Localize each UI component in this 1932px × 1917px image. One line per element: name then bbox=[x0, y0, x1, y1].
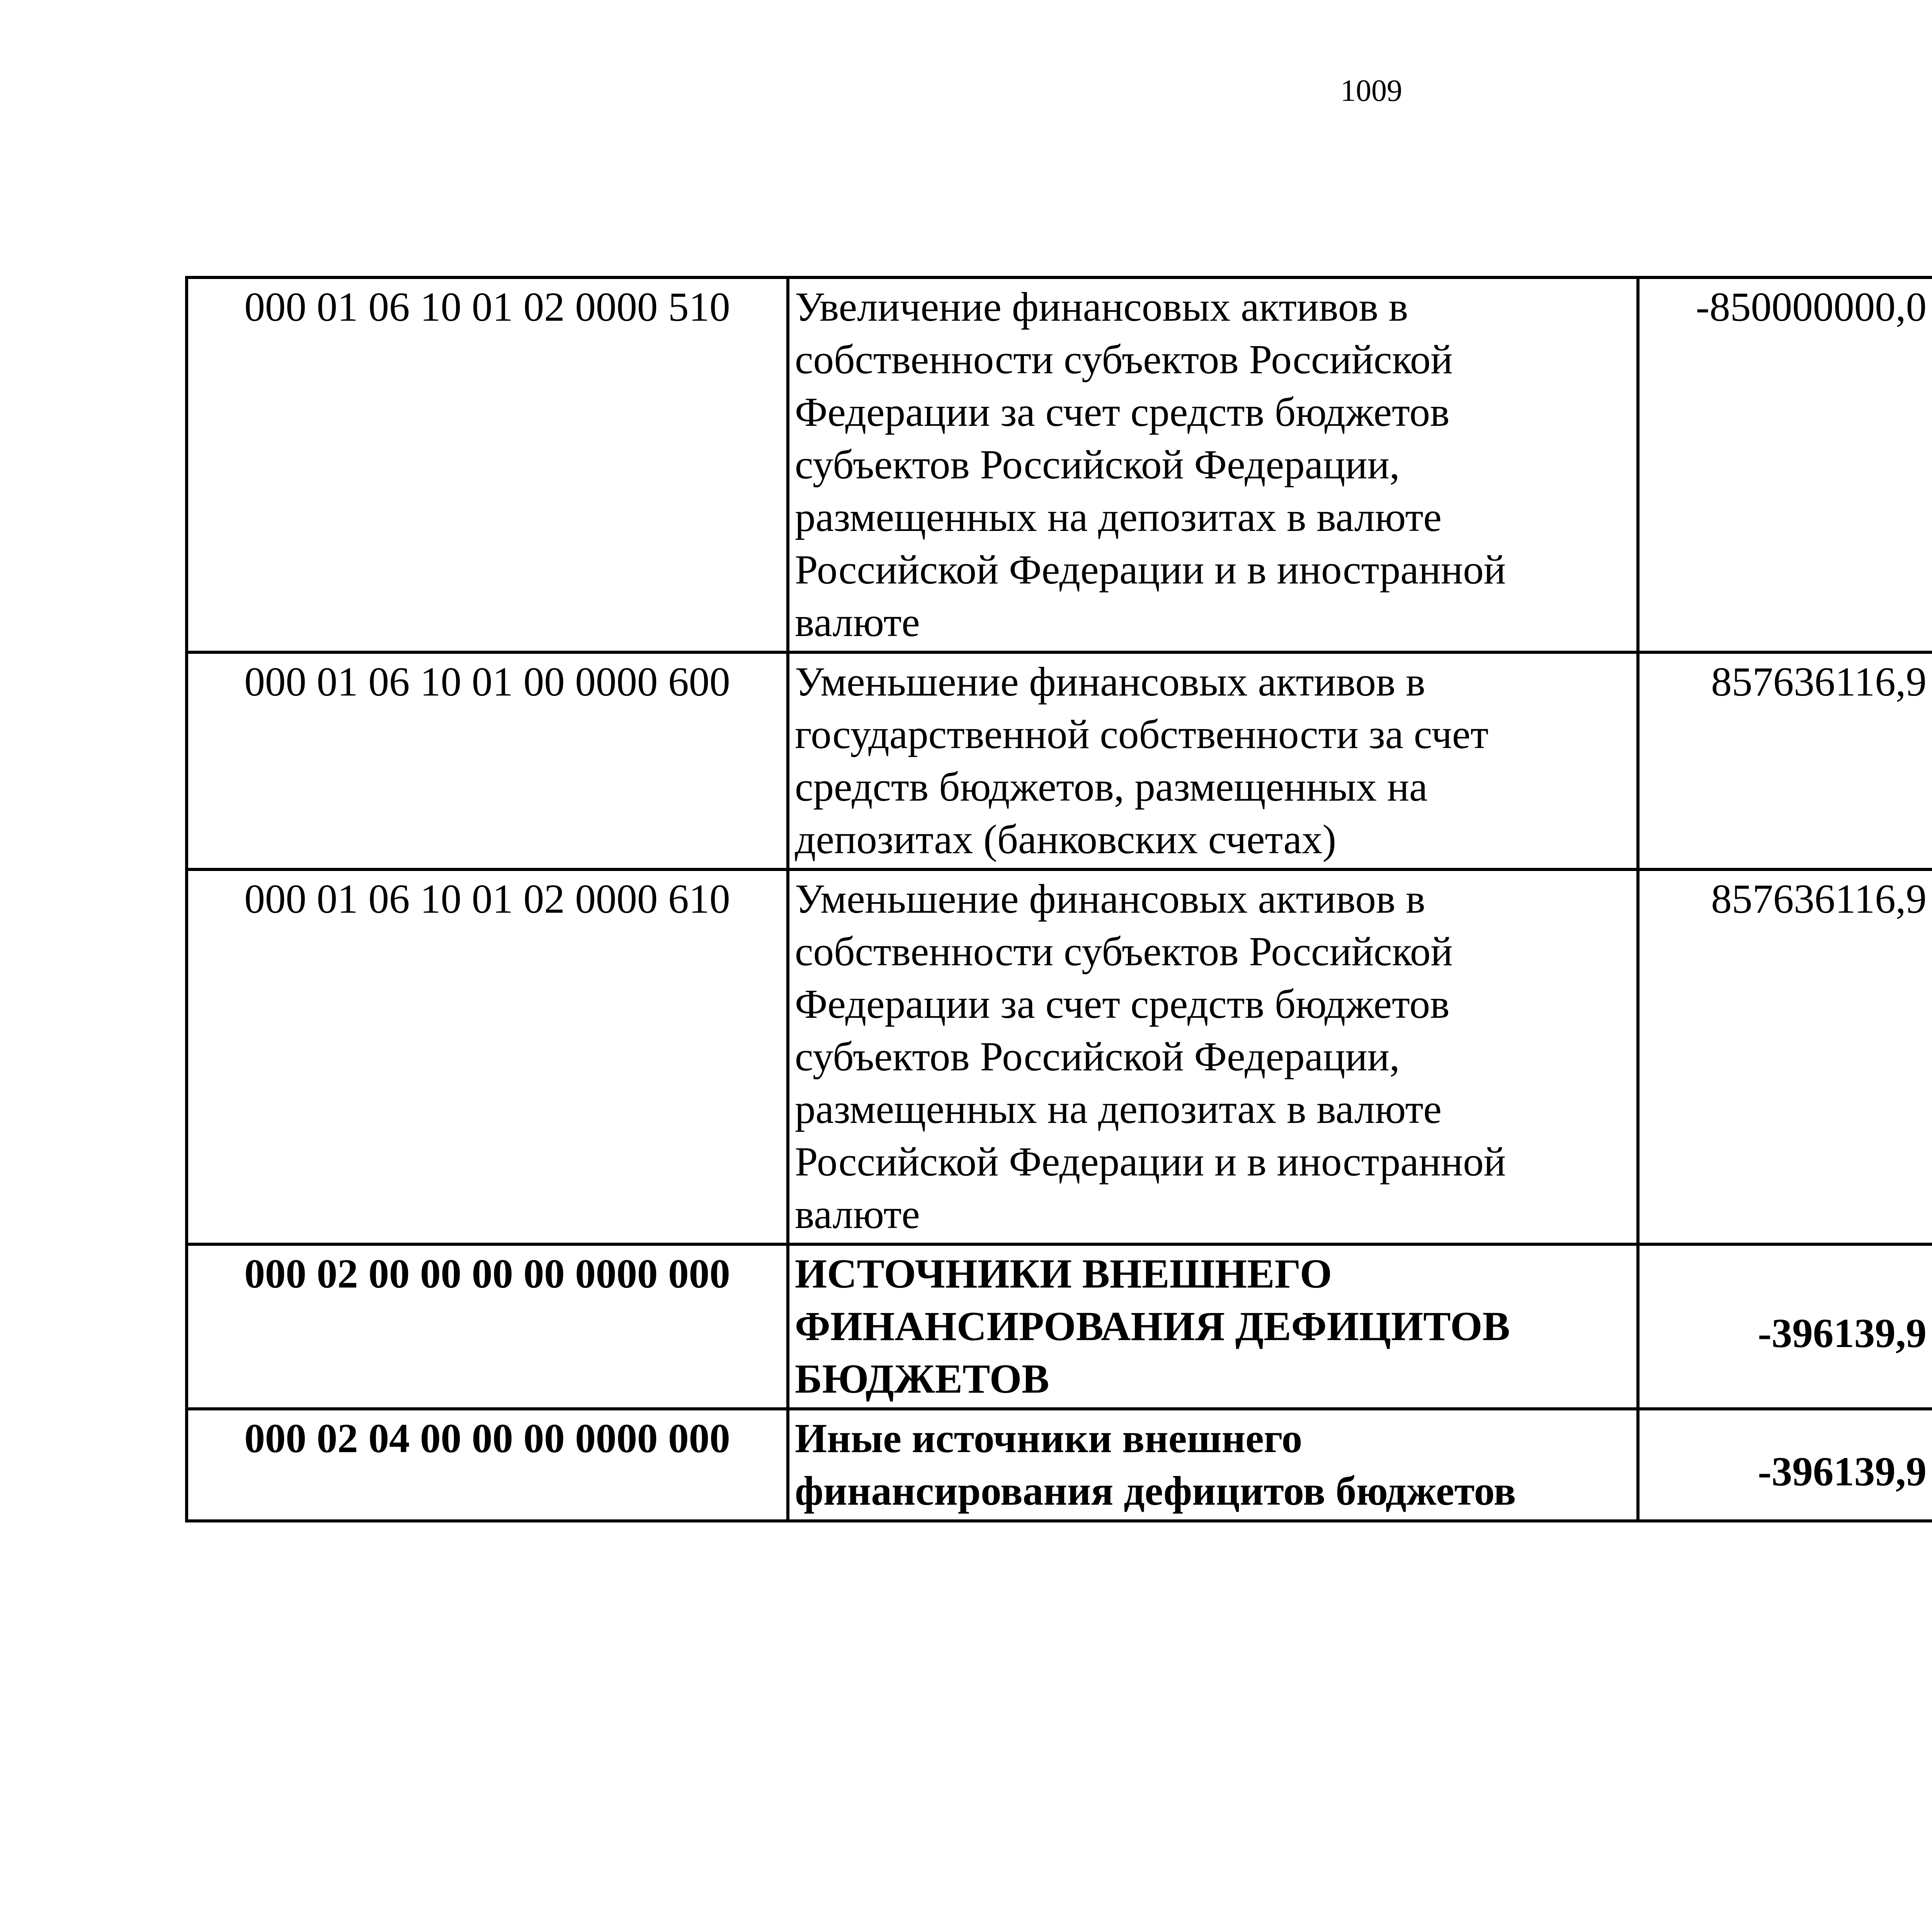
table-row bbox=[187, 652, 1932, 869]
description-line: Российской Федерации и в иностранной bbox=[795, 547, 1506, 593]
budget-code-cell: 000 01 06 10 01 00 0000 600 bbox=[187, 652, 788, 869]
description-line: Российской Федерации и в иностранной bbox=[795, 1139, 1506, 1185]
description-line: собственности субъектов Российской bbox=[795, 337, 1453, 383]
description-line: ИСТОЧНИКИ ВНЕШНЕГО bbox=[795, 1251, 1332, 1297]
amount-cell-year-1: 857636116,9 bbox=[1638, 869, 1932, 1244]
description-cell bbox=[788, 1244, 1638, 1409]
description-line: размещенных на депозитах в валюте bbox=[795, 1087, 1442, 1132]
description-line: Увеличение финансовых активов в bbox=[795, 284, 1408, 330]
description-line: средств бюджетов, размещенных на bbox=[795, 764, 1428, 810]
budget-code-cell: 000 01 06 10 01 02 0000 610 bbox=[187, 869, 788, 1244]
table-row bbox=[187, 1409, 1932, 1521]
description-cell bbox=[788, 277, 1638, 652]
description-cell bbox=[788, 652, 1638, 869]
description-line: Уменьшение финансовых активов в bbox=[795, 659, 1425, 705]
description-line: субъектов Российской Федерации, bbox=[795, 442, 1400, 488]
description-line: Федерации за счет средств бюджетов bbox=[795, 981, 1450, 1027]
table-row bbox=[187, 869, 1932, 1244]
description-line: собственности субъектов Российской bbox=[795, 929, 1453, 975]
description-line: валюте bbox=[795, 600, 920, 645]
description-line: государственной собственности за счет bbox=[795, 712, 1489, 757]
amount-cell-year-1: -396139,9 bbox=[1638, 1244, 1932, 1409]
budget-code-cell: 000 02 04 00 00 00 0000 000 bbox=[187, 1409, 788, 1521]
table-row bbox=[187, 1244, 1932, 1409]
amount-cell-year-1: -396139,9 bbox=[1638, 1409, 1932, 1521]
description-line: депозитах (банковских счетах) bbox=[795, 817, 1337, 862]
description-line: ФИНАНСИРОВАНИЯ ДЕФИЦИТОВ bbox=[795, 1304, 1510, 1349]
description-line: размещенных на депозитах в валюте bbox=[795, 495, 1442, 540]
budget-code-cell: 000 02 00 00 00 00 0000 000 bbox=[187, 1244, 788, 1409]
description-line: субъектов Российской Федерации, bbox=[795, 1034, 1400, 1080]
budget-sources-table bbox=[185, 276, 1932, 1522]
page-number: 1009 bbox=[1340, 74, 1402, 108]
description-line: БЮДЖЕТОВ bbox=[795, 1356, 1049, 1402]
budget-code-cell: 000 01 06 10 01 02 0000 510 bbox=[187, 277, 788, 652]
table-body bbox=[187, 277, 1932, 1521]
description-line: Уменьшение финансовых активов в bbox=[795, 876, 1425, 922]
table-row bbox=[187, 277, 1932, 652]
description-cell bbox=[788, 869, 1638, 1244]
description-cell bbox=[788, 1409, 1638, 1521]
amount-cell-year-1: -850000000,0 bbox=[1638, 277, 1932, 652]
description-line: валюте bbox=[795, 1192, 920, 1237]
description-line: финансирования дефицитов бюджетов bbox=[795, 1468, 1516, 1514]
description-line: Федерации за счет средств бюджетов bbox=[795, 390, 1450, 435]
description-line: Иные источники внешнего bbox=[795, 1416, 1303, 1461]
amount-cell-year-1: 857636116,9 bbox=[1638, 652, 1932, 869]
